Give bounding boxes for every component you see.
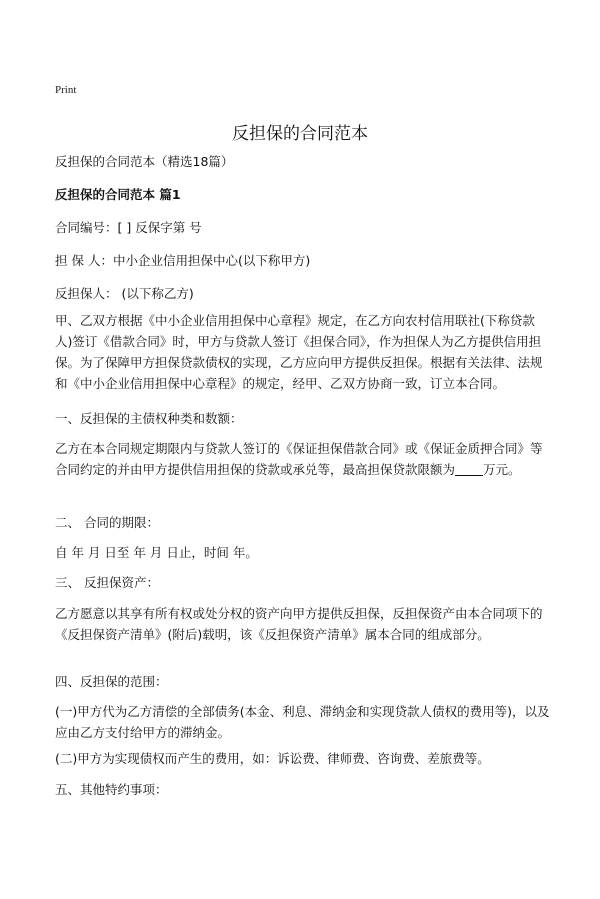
clause-5-heading: 五、其他特约事项：	[55, 782, 168, 797]
clause-1-unit: 万元。	[483, 462, 521, 477]
clause-2-body: 自 年 月 日至 年 月 日止，时间 年。	[55, 545, 258, 560]
contract-number: 合同编号：[ ] 反保字第 号	[55, 220, 202, 235]
clause-4-item-1: (一)甲方代为乙方清偿的全部债务(本金、利息、滞纳金和实现贷款人债权的费用等)，以及应由乙方支付给甲方的滞纳金。	[55, 704, 550, 740]
page-title: 反担保的合同范本	[232, 124, 368, 144]
clause-1-text: 乙方在本合同规定期限内与贷款人签订的《保证担保借款合同》或《保证金质押合同》等合同约定的并由甲方提供信用担保的贷款或承兑等，最高担保贷款限额为	[55, 441, 543, 477]
intro-paragraph: 甲、乙双方根据《中小企业信用担保中心章程》规定，在乙方向农村信用联社(下称贷款人)签订《借款合同》时，甲方与贷款人签订《担保合同》，作为担保人为乙方提供信用担保。为了保障甲方担保贷款债权的实现，乙方应向甲方提供反担保。根据有关法律、法规和《中小企业信用担保中心章程》的规定，经甲、乙双方协商一致，订立本合同。	[55, 313, 543, 391]
counter-guarantor-line: 反担保人： (以下称乙方)	[55, 286, 194, 301]
document-subtitle: 反担保的合同范本（精选18篇）	[55, 154, 234, 169]
clause-3-heading: 三、 反担保资产：	[55, 575, 159, 590]
clause-3-body: 乙方愿意以其享有所有权或处分权的资产向甲方提供反担保，反担保资产由本合同项下的《反担保资产清单》(附后)载明，该《反担保资产清单》属本合同的组成部分。	[55, 606, 543, 642]
clause-1-heading: 一、反担保的主债权种类和数额：	[55, 411, 243, 426]
amount-blank	[455, 462, 483, 476]
clause-1-body	[55, 438, 551, 480]
section-heading: 反担保的合同范本 篇1	[55, 187, 181, 202]
guarantor-line: 担 保 人：中小企业信用担保中心(以下称甲方)	[55, 253, 311, 268]
print-link[interactable]: Print	[55, 84, 77, 96]
clause-4-heading: 四、反担保的范围：	[55, 674, 168, 689]
clause-4-item-2: (二)甲方为实现债权而产生的费用，如：诉讼费、律师费、咨询费、差旅费等。	[55, 751, 490, 766]
clause-2-heading: 二、 合同的期限：	[55, 515, 159, 530]
